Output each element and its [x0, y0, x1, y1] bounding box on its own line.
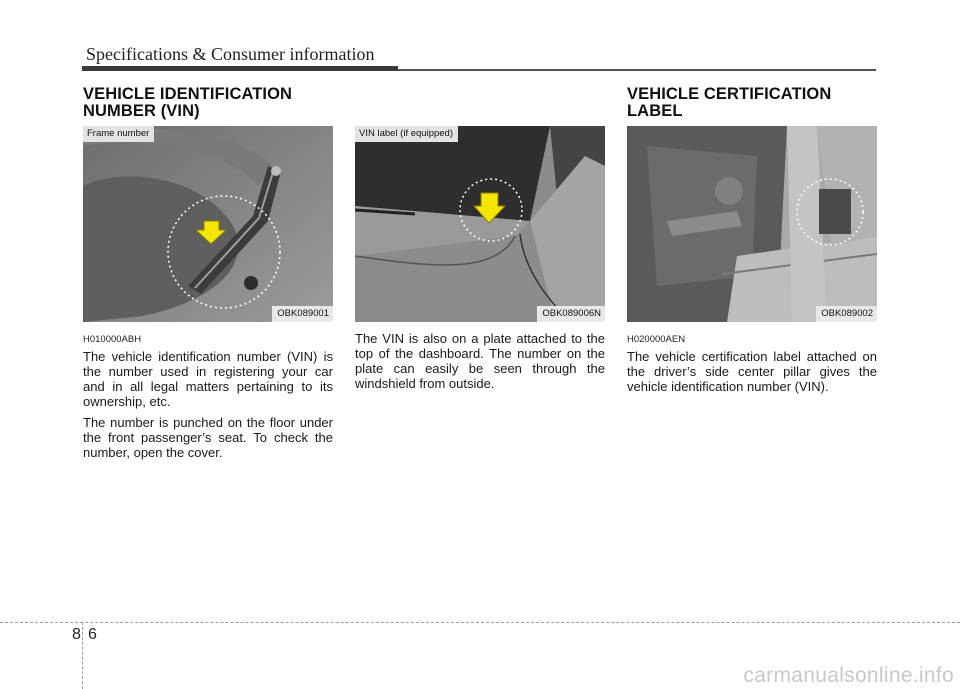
- cert-paragraph-1: The vehicle certification label attached on the driver’s side center pillar gives the vehicle identification number (VIN).: [627, 349, 877, 394]
- header-rule-thick: [82, 66, 398, 71]
- cert-label-photo: [627, 126, 877, 322]
- vin-section-title: VEHICLE IDENTIFICATION NUMBER (VIN): [83, 85, 293, 120]
- vin-plate-text: [355, 331, 605, 397]
- page-header-title: Specifications & Consumer information: [86, 44, 375, 64]
- cert-label-illustration: [627, 126, 877, 322]
- footer-divider: [82, 622, 83, 689]
- vin-body-text: [83, 349, 333, 466]
- cert-label-photo-code: OBK089002: [816, 306, 877, 322]
- frame-number-photo-code: OBK089001: [272, 306, 333, 322]
- frame-number-illustration: [83, 126, 333, 322]
- frame-number-caption: Frame number: [83, 126, 154, 142]
- cert-reference-code: H020000AEN: [627, 334, 686, 345]
- vin-paragraph-2: The number is punched on the floor under the front passenger’s seat. To check the number, open the cover.: [83, 415, 333, 460]
- vin-paragraph-1: The vehicle identification number (VIN) is the number used in registering your car and in all legal matters pertaining to its ownership, etc.: [83, 349, 333, 409]
- chapter-number: 8: [72, 626, 81, 643]
- frame-number-photo: [83, 126, 333, 322]
- vin-paragraph-3: The VIN is also on a plate attached to the top of the dashboard. The number on the plate can easily be seen through the windshield from outside.: [355, 331, 605, 391]
- vin-label-illustration: [355, 126, 605, 322]
- vin-label-caption: VIN label (if equipped): [355, 126, 458, 142]
- cert-body-text: [627, 349, 877, 400]
- footer-rule: [0, 622, 960, 623]
- vin-label-photo: [355, 126, 605, 322]
- vin-label-photo-code: OBK089006N: [537, 306, 605, 322]
- cert-section-title: VEHICLE CERTIFICATION LABEL: [627, 85, 832, 120]
- header-rule-thin: [398, 69, 876, 71]
- vin-reference-code: H010000ABH: [83, 334, 142, 345]
- watermark: carmanualsonline.info: [743, 664, 954, 687]
- page-number: 6: [88, 626, 97, 643]
